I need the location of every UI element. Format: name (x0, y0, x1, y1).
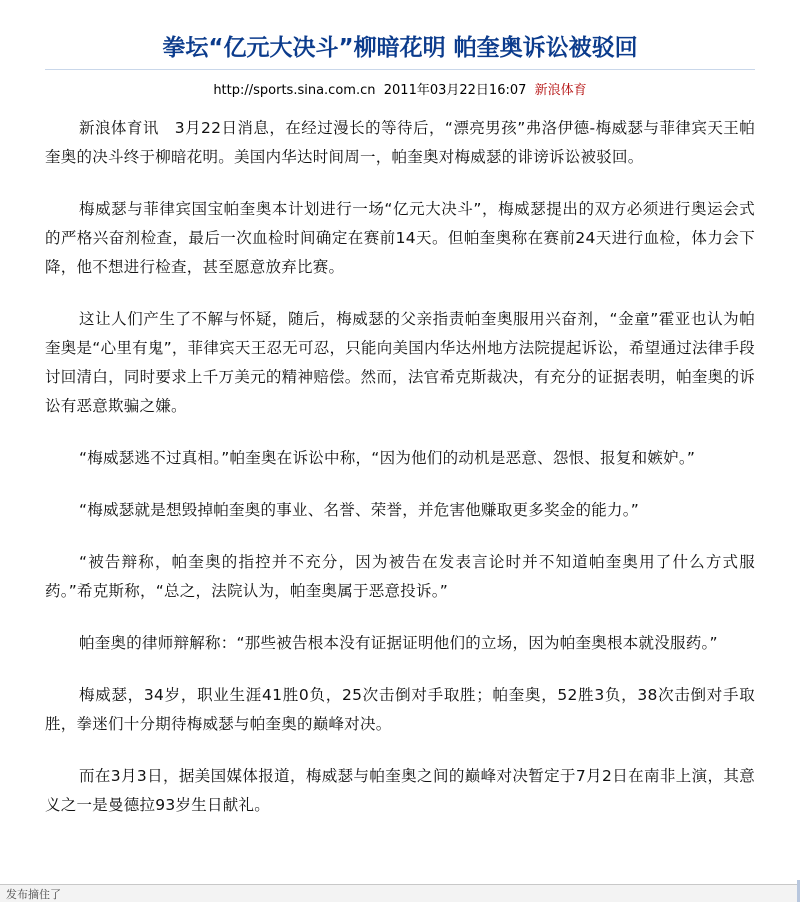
article-paragraph: “被告辩称，帕奎奥的指控并不充分，因为被告在发表言论时并不知道帕奎奥用了什么方式服药。”希克斯称，“总之，法院认为，帕奎奥属于恶意投诉。” (45, 553, 755, 600)
article-paragraph: 帕奎奥的律师辩解称：“那些被告根本没有证据证明他们的立场，因为帕奎奥根本就没服药。” (79, 634, 718, 652)
article-title: 拳坛“亿元大决斗”柳暗花明 帕奎奥诉讼被驳回 (162, 35, 638, 61)
article (45, 0, 755, 843)
article-paragraph: 梅威瑟，34岁，职业生涯41胜0负，25次击倒对手取胜；帕奎奥，52胜3负，38次击倒对手取胜，拳迷们十分期待梅威瑟与帕奎奥的巅峰对决。 (45, 686, 755, 733)
article-paragraph: 新浪体育讯 3月22日消息，在经过漫长的等待后，“漂亮男孩”弗洛伊德-梅威瑟与菲律宾天王帕奎奥的决斗终于柳暗花明。美国内华达时间周一，帕奎奥对梅威瑟的诽谤诉讼被驳回。 (45, 119, 755, 166)
status-bar (0, 884, 800, 902)
article-paragraph: “梅威瑟逃不过真相。”帕奎奥在诉讼中称，“因为他们的动机是恶意、怨恨、报复和嫉妒。” (79, 449, 696, 467)
article-meta (45, 82, 755, 100)
status-bar-text: 发布摘住了 (6, 888, 61, 901)
title-divider (45, 69, 755, 70)
article-paragraph: 这让人们产生了不解与怀疑，随后，梅威瑟的父亲指责帕奎奥服用兴奋剂，“金童”霍亚也认为帕奎奥是“心里有鬼”，菲律宾天王忍无可忍，只能向美国内华达州地方法院提起诉讼，希望通过法律手段讨回清白，同时要求上千万美元的精神赔偿。然而，法官希克斯裁决，有充分的证据表明，帕奎奥的诉讼有恶意欺骗之嫌。 (45, 310, 755, 415)
article-paragraph: 而在3月3日，据美国媒体报道，梅威瑟与帕奎奥之间的巅峰对决暂定于7月2日在南非上演，其意义之一是曼德拉93岁生日献礼。 (45, 767, 755, 814)
meta-datetime: 2011年03月22日16:07 (383, 83, 527, 98)
article-paragraph: “梅威瑟就是想毁掉帕奎奥的事业、名誉、荣誉，并危害他赚取更多奖金的能力。” (79, 501, 640, 519)
meta-source-link[interactable]: 新浪体育 (534, 83, 587, 98)
article-paragraph: 梅威瑟与菲律宾国宝帕奎奥本计划进行一场“亿元大决斗”，梅威瑟提出的双方必须进行奥运会式的严格兴奋剂检查，最后一次血检时间确定在赛前14天。但帕奎奥称在赛前24天进行血检，体力会下降，他不想进行检查，甚至愿意放弃比赛。 (45, 200, 755, 276)
meta-url: http://sports.sina.com.cn (213, 83, 376, 98)
article-body (45, 114, 755, 820)
